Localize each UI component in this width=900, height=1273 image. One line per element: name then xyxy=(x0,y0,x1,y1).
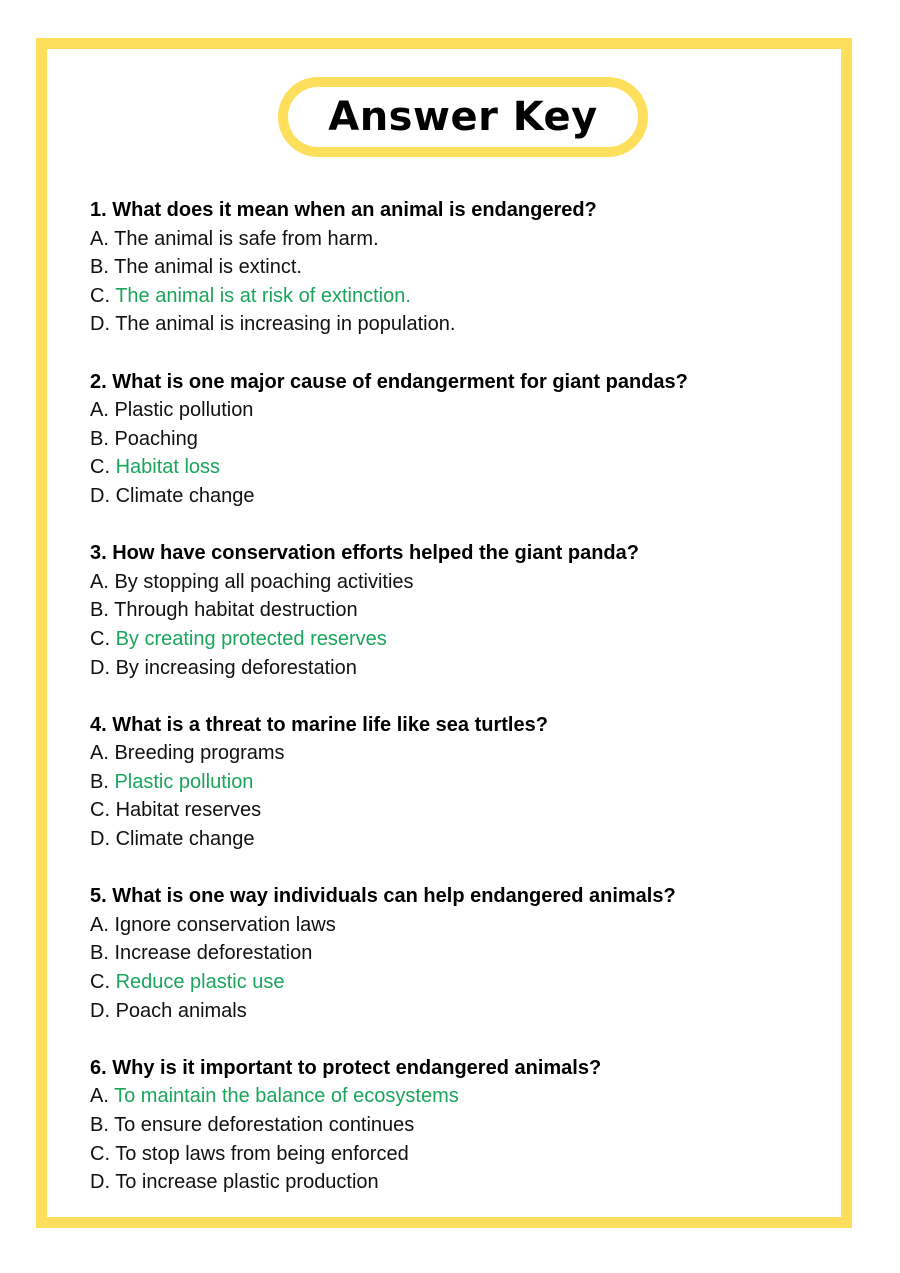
answer-option xyxy=(90,997,830,1026)
option-text: Through habitat destruction xyxy=(114,599,358,622)
option-letter: B. xyxy=(90,770,109,793)
question-text: 3. How have conservation efforts helped the giant panda? xyxy=(90,542,639,565)
question-block xyxy=(90,882,830,1025)
option-text: Increase deforestation xyxy=(114,942,313,965)
answer-option xyxy=(90,825,830,854)
option-text: Poach animals xyxy=(115,999,247,1022)
answer-option xyxy=(90,282,830,311)
answer-option xyxy=(90,768,830,797)
option-letter: D. xyxy=(90,999,110,1022)
option-letter: B. xyxy=(90,599,109,622)
option-letter: A. xyxy=(90,399,109,422)
answer-option xyxy=(90,568,830,597)
answer-option xyxy=(90,796,830,825)
option-text: Habitat reserves xyxy=(115,799,262,822)
answer-option xyxy=(90,425,830,454)
question-text: 2. What is one major cause of endangerment for giant pandas? xyxy=(90,370,688,393)
option-letter: A. xyxy=(90,1085,109,1108)
answer-option xyxy=(90,596,830,625)
title-badge xyxy=(278,77,648,157)
option-text: By increasing deforestation xyxy=(115,656,357,679)
option-text: By stopping all poaching activities xyxy=(114,570,414,593)
option-text: To ensure deforestation continues xyxy=(114,1114,415,1136)
option-letter: C. xyxy=(90,284,110,307)
option-text: Climate change xyxy=(115,484,255,507)
question-block xyxy=(90,196,830,339)
answer-option xyxy=(90,225,830,254)
option-text: Poaching xyxy=(114,427,198,450)
option-letter: C. xyxy=(90,1142,110,1165)
option-letter: C. xyxy=(90,456,110,479)
option-text: Climate change xyxy=(115,828,255,851)
option-text: Breeding programs xyxy=(114,742,285,765)
option-text: The animal is increasing in population. xyxy=(115,313,456,336)
question-text: 6. Why is it important to protect endangered animals? xyxy=(90,1056,602,1079)
correct-answer-text: Reduce plastic use xyxy=(115,971,285,994)
option-letter: B. xyxy=(90,256,109,279)
answer-option xyxy=(90,453,830,482)
option-letter: D. xyxy=(90,484,110,507)
option-text: Ignore conservation laws xyxy=(114,913,336,936)
option-letter: C. xyxy=(90,971,110,994)
answer-option xyxy=(90,310,830,339)
correct-answer-text: To maintain the balance of ecosystems xyxy=(114,1085,459,1108)
option-text: The animal is extinct. xyxy=(114,256,302,279)
answer-option xyxy=(90,1111,830,1140)
question-text: 1. What does it mean when an animal is endangered? xyxy=(90,199,597,221)
page-title: Answer Key xyxy=(328,94,598,140)
option-text: The animal is safe from harm. xyxy=(114,227,379,250)
answer-option xyxy=(90,911,830,940)
answer-option xyxy=(90,968,830,997)
answer-option xyxy=(90,654,830,683)
question-block xyxy=(90,539,830,682)
answer-option xyxy=(90,482,830,511)
answer-option xyxy=(90,1140,830,1169)
answer-option xyxy=(90,1168,830,1197)
answer-option xyxy=(90,253,830,282)
option-text: To stop laws from being enforced xyxy=(115,1142,409,1165)
option-letter: D. xyxy=(90,313,110,336)
option-letter: D. xyxy=(90,828,110,851)
option-letter: A. xyxy=(90,570,109,593)
correct-answer-text: Habitat loss xyxy=(115,456,221,479)
answer-option xyxy=(90,625,830,654)
correct-answer-text: By creating protected reserves xyxy=(115,627,387,650)
correct-answer-text: Plastic pollution xyxy=(114,770,254,793)
option-letter: B. xyxy=(90,1114,109,1136)
option-letter: B. xyxy=(90,942,109,965)
correct-answer-text: The animal is at risk of extinction. xyxy=(115,284,411,307)
option-letter: A. xyxy=(90,227,109,250)
option-letter: A. xyxy=(90,913,109,936)
question-block xyxy=(90,711,830,854)
option-letter: D. xyxy=(90,656,110,679)
answer-option xyxy=(90,1082,830,1111)
question-list xyxy=(90,196,830,1225)
option-text: Plastic pollution xyxy=(114,399,254,422)
option-letter: C. xyxy=(90,799,110,822)
question-text: 5. What is one way individuals can help endangered animals? xyxy=(90,885,676,908)
question-block xyxy=(90,1054,830,1197)
option-text: To increase plastic production xyxy=(115,1171,379,1194)
option-letter: A. xyxy=(90,742,109,765)
answer-option xyxy=(90,939,830,968)
question-block xyxy=(90,368,830,511)
option-letter: C. xyxy=(90,627,110,650)
option-letter: B. xyxy=(90,427,109,450)
question-text: 4. What is a threat to marine life like sea turtles? xyxy=(90,713,548,736)
answer-option xyxy=(90,396,830,425)
answer-option xyxy=(90,739,830,768)
option-letter: D. xyxy=(90,1171,110,1194)
